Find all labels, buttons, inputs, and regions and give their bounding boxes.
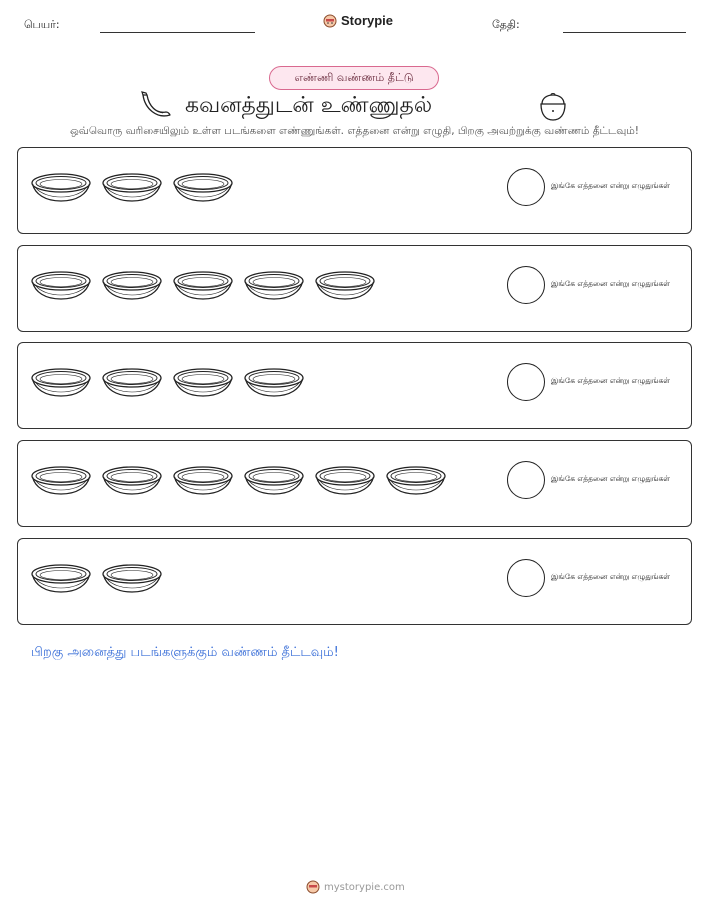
- bowl-icon: [102, 270, 162, 302]
- bowl-icon: [244, 465, 304, 497]
- answer-circle[interactable]: [507, 461, 545, 499]
- answer-circle[interactable]: [507, 266, 545, 304]
- answer-hint: இங்கே எத்தனை என்று எழுதுங்கள்: [551, 376, 671, 385]
- answer-hint: இங்கே எத்தனை என்று எழுதுங்கள்: [551, 572, 671, 581]
- banana-icon: [139, 91, 173, 121]
- bowl-icon: [102, 367, 162, 399]
- bowl-icon: [31, 270, 91, 302]
- bowl-icon: [173, 172, 233, 204]
- bowl-icon: [102, 465, 162, 497]
- bowl-with-lid-icon: [537, 91, 569, 123]
- answer-circle[interactable]: [507, 363, 545, 401]
- bowl-icon: [315, 270, 375, 302]
- bowl-icon: [31, 563, 91, 595]
- counting-row: [17, 342, 692, 429]
- title-row: [0, 90, 709, 122]
- bowl-icon: [173, 465, 233, 497]
- bowl-icon: [315, 465, 375, 497]
- answer-hint: இங்கே எத்தனை என்று எழுதுங்கள்: [551, 474, 671, 483]
- counting-row: [17, 538, 692, 625]
- date-label: தேதி:: [492, 18, 520, 31]
- name-label: பெயர்:: [24, 18, 60, 31]
- bowl-icon: [244, 367, 304, 399]
- counting-row: [17, 440, 692, 527]
- site-url[interactable]: mystorypie.com: [324, 881, 405, 893]
- page-title: கவனத்துடன் உண்ணுதல்: [185, 93, 433, 118]
- counting-row: [17, 245, 692, 332]
- instructions: ஒவ்வொரு வரிசையிலும் உள்ள படங்களை எண்ணுங்கள். எத்தனை என்று எழுதி, பிறகு அவற்றுக்கு வண்ணம் தீட்டவும்!: [70, 125, 639, 137]
- bowl-icon: [102, 172, 162, 204]
- brand-name: Storypie: [341, 13, 394, 28]
- bowl-icon: [31, 367, 91, 399]
- bowl-icon: [244, 270, 304, 302]
- counting-row: [17, 147, 692, 234]
- worksheet-type-badge: எண்ணி வண்ணம் தீட்டு: [269, 66, 439, 90]
- storypie-logo-icon: [323, 14, 337, 28]
- bowl-icon: [173, 367, 233, 399]
- bowl-icon: [31, 172, 91, 204]
- brand: [323, 13, 393, 28]
- answer-hint: இங்கே எத்தனை என்று எழுதுங்கள்: [551, 181, 671, 190]
- bowl-icon: [386, 465, 446, 497]
- bowl-icon: [173, 270, 233, 302]
- site-footer: [306, 880, 405, 894]
- answer-circle[interactable]: [507, 168, 545, 206]
- answer-hint: இங்கே எத்தனை என்று எழுதுங்கள்: [551, 279, 671, 288]
- name-line[interactable]: [100, 32, 255, 33]
- storypie-logo-icon: [306, 880, 320, 894]
- bowl-icon: [31, 465, 91, 497]
- answer-circle[interactable]: [507, 559, 545, 597]
- date-line[interactable]: [563, 32, 686, 33]
- coloring-note: பிறகு அனைத்து படங்களுக்கும் வண்ணம் தீட்டவும்!: [31, 645, 339, 660]
- bowl-icon: [102, 563, 162, 595]
